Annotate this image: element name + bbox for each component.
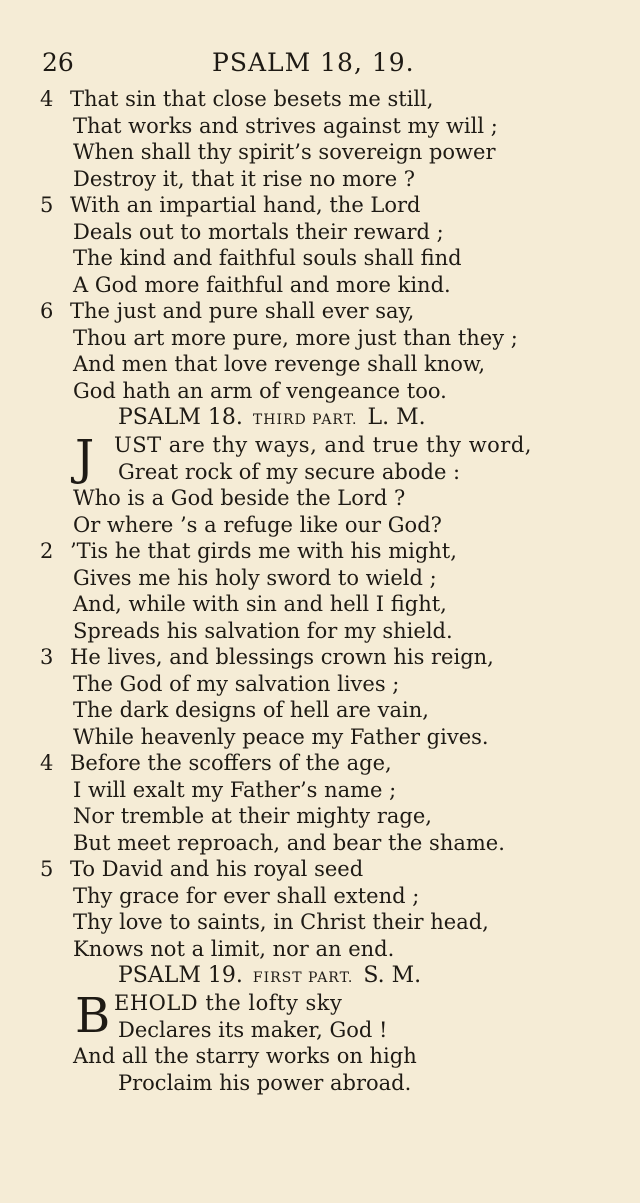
verse-line: The just and pure shall ever say, <box>70 299 415 323</box>
verse-line: Thy grace for ever shall extend ; <box>73 883 420 908</box>
verse-line: That works and strives against my will ; <box>73 113 498 138</box>
verse-line: EHOLD the lofty sky <box>114 991 343 1015</box>
running-title: PSALM 18, 19. <box>212 48 415 77</box>
verse-line: Spreads his salvation for my shield. <box>73 618 453 643</box>
verse-line: While heavenly peace my Father gives. <box>73 724 489 749</box>
verse-line: UST are thy ways, and true thy word, <box>114 433 532 457</box>
psalm-title: PSALM 19. <box>118 963 243 988</box>
verse-line: When shall thy spirit’s sovereign power <box>73 140 496 164</box>
verse-line: Or where ’s a refuge like our God? <box>73 512 442 537</box>
stanza <box>40 192 620 298</box>
verse-line: But meet reproach, and bear the shame. <box>73 830 505 855</box>
drop-cap: B <box>75 988 111 1044</box>
verse-line: A God more faithful and more kind. <box>73 272 451 297</box>
verse-line: I will exalt my Father’s name ; <box>73 777 397 802</box>
verse-number: 5 <box>40 193 54 217</box>
stanza <box>40 990 620 1096</box>
verse-line: And all the starry works on high <box>73 1044 417 1068</box>
verse-line: And, while with sin and hell I fight, <box>73 592 447 616</box>
verse-line: To David and his royal seed <box>70 857 364 881</box>
verse-line: Great rock of my secure abode : <box>118 459 461 484</box>
verse-line: ’Tis he that girds me with his might, <box>70 539 457 563</box>
verse-number: 6 <box>40 299 54 323</box>
verse-line: Deals out to mortals their reward ; <box>73 219 444 244</box>
verse-line: Knows not a limit, nor an end. <box>73 936 395 961</box>
page-number: 26 <box>42 48 74 77</box>
verse-line: God hath an arm of vengeance too. <box>73 378 447 403</box>
stanza <box>40 298 620 404</box>
stanza <box>40 856 620 962</box>
psalm-part: THIRD PART. <box>252 412 358 428</box>
stanza <box>40 432 620 538</box>
verse-line: Before the scoffers of the age, <box>70 751 392 775</box>
verse-line: The kind and faithful souls shall find <box>73 246 462 270</box>
verse-line: The God of my salvation lives ; <box>73 671 400 696</box>
stanza <box>40 644 620 750</box>
drop-cap: J <box>75 430 95 486</box>
verse-line: Thou art more pure, more just than they ; <box>73 325 518 350</box>
psalm-title: PSALM 18. <box>118 405 243 430</box>
verse-number: 5 <box>40 857 54 881</box>
stanza <box>40 538 620 644</box>
verse-line: Declares its maker, God ! <box>118 1017 388 1042</box>
verse-line: He lives, and blessings crown his reign, <box>70 645 494 669</box>
psalm-heading <box>40 962 620 990</box>
verse-line: Destroy it, that it rise no more ? <box>73 166 416 191</box>
verse-number: 4 <box>40 87 54 111</box>
psalm-heading <box>40 404 620 432</box>
verse-line: The dark designs of hell are vain, <box>73 698 429 722</box>
verse-number: 3 <box>40 645 54 669</box>
page-header <box>42 48 602 82</box>
verse-line: And men that love revenge shall know, <box>73 352 486 376</box>
psalm-meter: L. M. <box>367 405 426 430</box>
stanza <box>40 750 620 856</box>
verse-line: Who is a God beside the Lord ? <box>73 486 406 510</box>
verse-line: Nor tremble at their mighty rage, <box>73 804 432 828</box>
page-body <box>40 86 620 1096</box>
verse-line: With an impartial hand, the Lord <box>70 193 421 217</box>
verse-number: 2 <box>40 539 54 563</box>
psalm-meter: S. M. <box>363 963 422 988</box>
stanza <box>40 86 620 192</box>
verse-line: That sin that close besets me still, <box>70 87 434 111</box>
psalm-part: FIRST PART. <box>252 970 354 986</box>
verse-line: Proclaim his power abroad. <box>118 1070 412 1095</box>
verse-number: 4 <box>40 751 54 775</box>
verse-line: Gives me his holy sword to wield ; <box>73 565 437 590</box>
verse-line: Thy love to saints, in Christ their head, <box>73 910 489 934</box>
